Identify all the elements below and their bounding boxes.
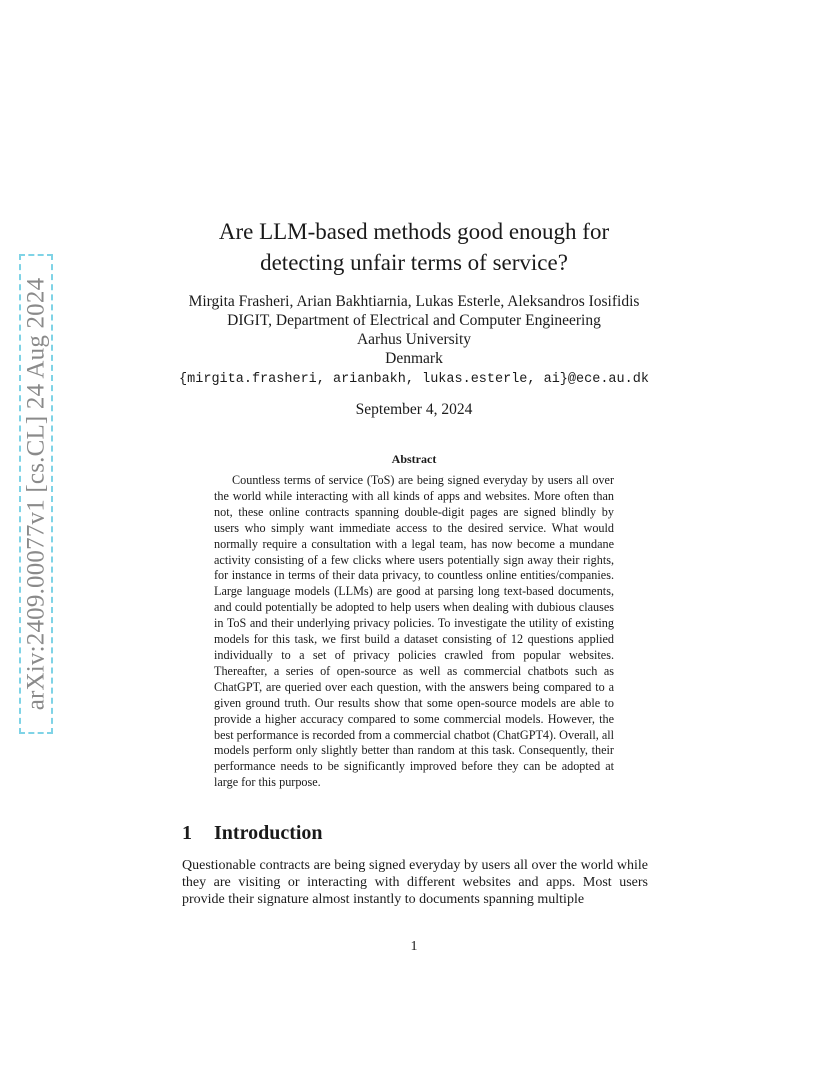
page-number: 1 <box>410 939 418 954</box>
author-emails[interactable]: {mirgita.frasheri, arianbakh, lukas.esterle, ai}@ece.au.dk <box>179 372 649 387</box>
paper-date: September 4, 2024 <box>355 401 473 418</box>
abstract-heading: Abstract <box>391 452 437 466</box>
section-number: 1 <box>182 822 192 844</box>
title-line-1: Are LLM-based methods good enough for <box>218 219 610 244</box>
author-block <box>0 292 828 389</box>
title-line-2: detecting unfair terms of service? <box>260 250 568 275</box>
author-names: Mirgita Frasheri, Arian Bakhtiarnia, Lukas Esterle, Aleksandros Iosifidis <box>188 293 640 310</box>
introduction-paragraph: Questionable contracts are being signed everyday by users all over the world while they are visiting or interacting with different websites and apps. Most users provide their signature almost instantly to documents spanning multiple <box>182 858 648 908</box>
author-country: Denmark <box>385 350 443 367</box>
author-department: DIGIT, Department of Electrical and Computer Engineering <box>227 312 601 329</box>
author-university: Aarhus University <box>356 331 472 348</box>
paper-title <box>0 216 828 278</box>
abstract-body: Countless terms of service (ToS) are being signed everyday by users all over the world while interacting with all kinds of apps and websites. More often than not, these online contracts spanning double-digit pages are signed blindly by users who simply want immediate access to the desired service. What would normally require a consultation with a legal team, has now become a mundane activity consisting of a few clicks where users potentially sign away their rights, for instance in terms of their data privacy, to countless online entities/companies. Large language models (LLMs) are good at parsing long text-based documents, and could potentially be adopted to help users when dealing with dubious clauses in ToS and their underlying privacy policies. To investigate the utility of existing models for this task, we first build a dataset consisting of 12 questions applied individually to a set of privacy policies crawled from popular websites. Thereafter, a series of open-source as well as commercial chatbots such as ChatGPT, are queried over each question, with the answers being compared to a given ground truth. Our results show that some open-source models are able to provide a higher accuracy compared to some commercial models. However, the best performance is recorded from a commercial chatbot (ChatGPT4). Overall, all models perform only slightly better than random at this task. Consequently, their performance needs to be significantly improved before they can be adopted at large for this purpose. <box>214 473 614 790</box>
section-title: Introduction <box>214 822 323 844</box>
arxiv-identifier-text: arXiv:2409.00077v1 [cs.CL] 24 Aug 2024 <box>22 277 50 711</box>
section-heading-introduction <box>182 822 323 845</box>
